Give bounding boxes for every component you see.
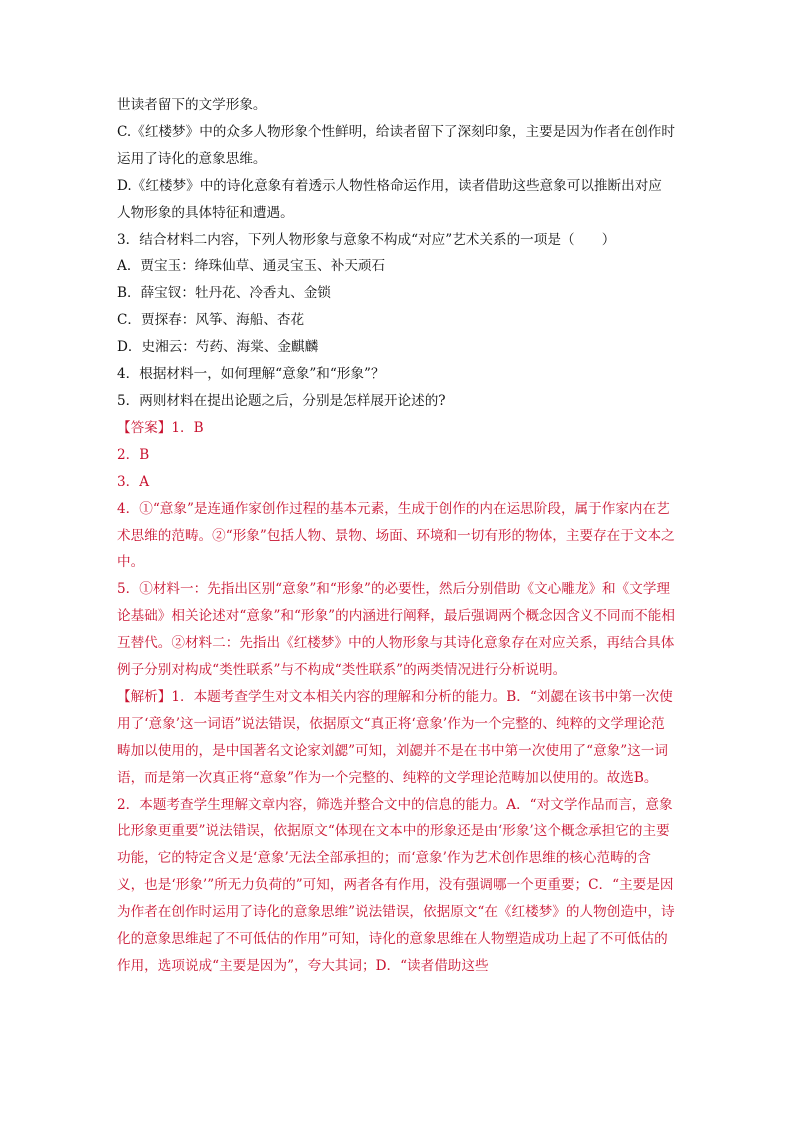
q3-option-b <box>117 280 675 307</box>
text: 4．根据材料一，如何理解“意象”和“形象”？ <box>117 366 385 383</box>
text: 世读者留下的文学形象。 <box>117 97 267 113</box>
answer-1: 1．B <box>171 419 204 436</box>
answer-2: 2．B <box>117 446 150 463</box>
q3-option-a <box>117 253 675 280</box>
question-3 <box>117 227 675 254</box>
answer-line-3 <box>117 469 675 496</box>
q3-option-d <box>117 334 675 361</box>
q3-option-c <box>117 307 675 334</box>
answer-5 <box>117 576 675 684</box>
text: A．贾宝玉：绛珠仙草、通灵宝玉、补天顽石 <box>117 258 386 275</box>
document-body <box>117 92 675 980</box>
question-4 <box>117 361 675 388</box>
answer-line-2 <box>117 442 675 469</box>
answer-label: 【答案】 <box>117 419 172 436</box>
text: D.《红楼梦》中的诗化意象有着透示人物性格命运作用，读者借助这些意象可以推断出对应人物形象的具体特征和遭遇。 <box>117 177 662 221</box>
text: 3．结合材料二内容，下列人物形象与意象不构成“对应”艺术关系的一项是（ ） <box>117 231 616 248</box>
text: 2．本题考查学生理解文章内容，筛选并整合文中的信息的能力。A．“对文学作品而言，意象比形象更重要”说法错误，依据原文“体现在文本中的形象还是由‘形象’这个概念承担它的主要功能，它的特定含义是‘意象’无法全部承担的；而‘意象’作为艺术创作思维的核心范畴的含义，也是‘形象’”所无力负荷的”可知，两者各有作用，没有强调哪一个更重要；C．“主要是因为作者在创作时运用了诗化的意象思维”说法错误，依据原文“在《红楼梦》的人物创造中，诗化的意象思维起了不可低估的作用”可知，诗化的意象思维在人物塑造成功上起了不可低估的作用，选项说成“主要是因为”，夸大其词；D．“读者借助这些 <box>117 796 675 974</box>
text: D．史湘云：芍药、海棠、金麒麟 <box>117 339 319 356</box>
text: 5．①材料一：先指出区别“意象”和“形象”的必要性，然后分别借助《文心雕龙》和《文学理论基础》相关论述对“意象”和“形象”的内涵进行阐释，最后强调两个概念因含义不同而不能相互替代。②材料二：先指出《红楼梦》中的人物形象与其诗化意象存在对应关系，再结合具体例子分别对构成“类性联系”与不构成“类性联系”的两类情况进行分析说明。 <box>117 581 675 679</box>
analysis-2 <box>117 792 675 980</box>
question-5 <box>117 388 675 415</box>
text: C.《红楼梦》中的众多人物形象个性鲜明，给读者留下了深刻印象，主要是因为作者在创作时运用了诗化的意象思维。 <box>117 123 675 167</box>
text: B．薛宝钗：牡丹花、冷香丸、金锁 <box>117 285 331 302</box>
answer-4 <box>117 496 675 577</box>
analysis-label: 【解析】 <box>117 688 172 705</box>
text: 5．两则材料在提出论题之后，分别是怎样展开论述的? <box>117 392 446 409</box>
text: C．贾探春：风筝、海船、杏花 <box>117 312 305 329</box>
analysis-1 <box>117 684 675 792</box>
q1-option-c <box>117 119 675 173</box>
q1-option-d <box>117 173 675 227</box>
answer-line-1 <box>117 415 675 442</box>
answer-3: 3．A <box>117 473 150 490</box>
option-b-continuation <box>117 92 675 119</box>
text: 4．①“意象”是连通作家创作过程的基本元素，生成于创作的内在运思阶段，属于作家内在艺术思维的范畴。②“形象”包括人物、景物、场面、环境和一切有形的物体，主要存在于文本之中。 <box>117 500 675 571</box>
text: 1．本题考查学生对文本相关内容的理解和分析的能力。B．“刘勰在该书中第一次使用了‘意象’这一词语”说法错误，依据原文“真正将‘意象’作为一个完整的、纯粹的文学理论范畴加以使用的，是中国著名文论家刘勰”可知，刘勰并不是在书中第一次使用了“意象”这一词语，而是第一次真正将“意象”作为一个完整的、纯粹的文学理论范畴加以使用的。故选B。 <box>117 688 673 786</box>
